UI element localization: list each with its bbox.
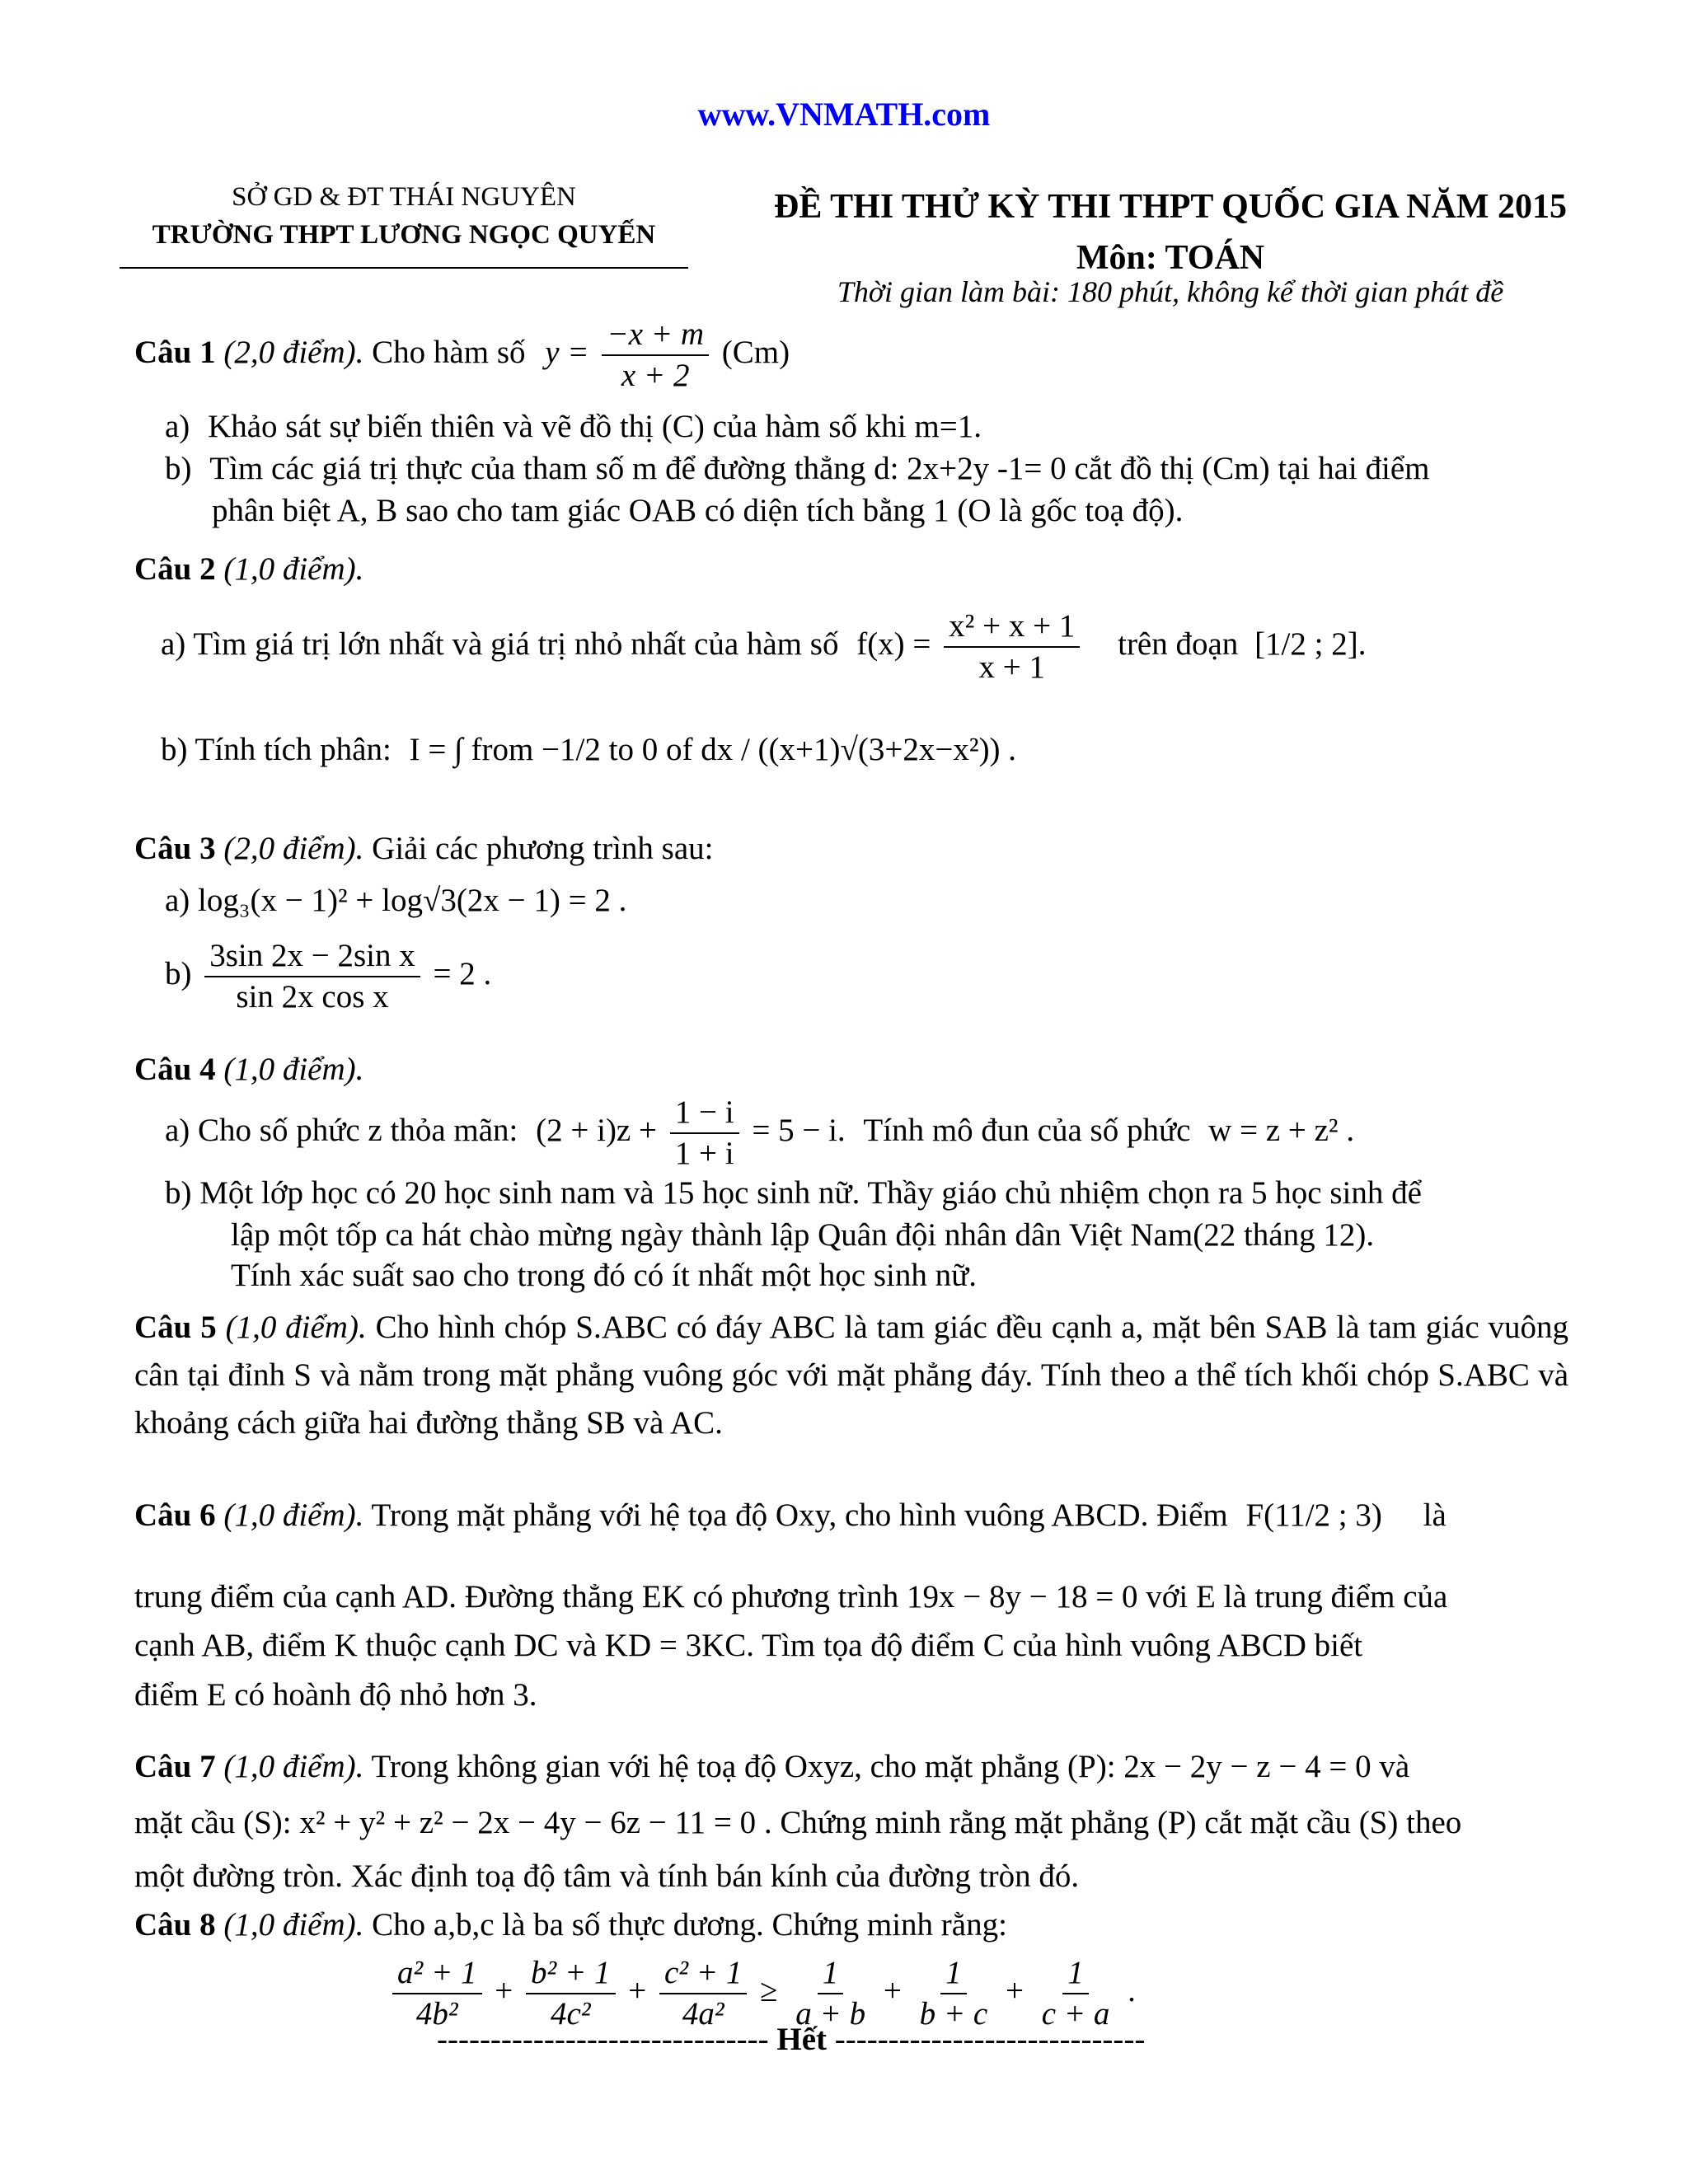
q1-a-label: a) bbox=[165, 409, 190, 444]
q6-text1: Trong mặt phẳng với hệ tọa độ Oxy, cho hình vuông ABCD. Điểm bbox=[371, 1497, 1228, 1533]
q2-heading bbox=[134, 548, 363, 591]
q2-b-text: b) Tính tích phân: bbox=[161, 732, 392, 767]
q6-line1 bbox=[134, 1494, 1447, 1537]
q4-label: Câu 4 bbox=[134, 1052, 216, 1087]
q8-intro: Cho a,b,c là ba số thực dương. Chứng minh rằng: bbox=[372, 1907, 1007, 1943]
q8-f2-num: b² + 1 bbox=[526, 1953, 616, 1994]
q8-plus-1: + bbox=[495, 1972, 513, 2008]
q6-line3: cạnh AB, điểm K thuộc cạnh DC và KD = 3KC. Tìm tọa độ điểm C của hình vuông ABCD biết bbox=[134, 1628, 1363, 1663]
q3-label: Câu 3 bbox=[134, 831, 216, 866]
exam-header bbox=[742, 181, 1599, 284]
dept-name: SỞ GD & ĐT THÁI NGUYÊN bbox=[232, 182, 576, 212]
q8-f3-num: c² + 1 bbox=[659, 1953, 747, 1994]
site-url: www.VNMATH.com bbox=[697, 96, 991, 133]
q5-points: (1,0 điểm). bbox=[225, 1310, 367, 1345]
q5-paragraph bbox=[134, 1304, 1568, 1447]
q3-numerator: 3sin 2x − 2sin x bbox=[204, 936, 420, 977]
q7-text1: Trong không gian với hệ toạ độ Oxyz, cho mặt phẳng (P): 2x − 2y − z − 4 = 0 và bbox=[371, 1749, 1410, 1784]
q6-text1b: là bbox=[1423, 1497, 1447, 1533]
q5-label: Câu 5 bbox=[134, 1310, 217, 1345]
q8-label: Câu 8 bbox=[134, 1907, 216, 1943]
q4-a-eq-right: = 5 − i. bbox=[752, 1112, 846, 1148]
q7-line3: một đường tròn. Xác định toạ độ tâm và tính bán kính của đường tròn đó. bbox=[134, 1858, 1080, 1894]
q8-f1-den: 4b² bbox=[415, 1996, 458, 2032]
q4-heading bbox=[134, 1048, 363, 1091]
q2-on: trên đoạn bbox=[1118, 626, 1239, 662]
q6-line2: trung điểm của cạnh AD. Đường thẳng EK có phương trình 19x − 8y − 18 = 0 với E là trung điểm của bbox=[134, 1579, 1448, 1615]
q3-points: (2,0 điểm). bbox=[223, 831, 364, 866]
q7-label: Câu 7 bbox=[134, 1749, 216, 1784]
q1-denominator: x + 2 bbox=[621, 358, 690, 393]
school-header bbox=[115, 178, 692, 254]
end-dash-left: ------------------------------- bbox=[437, 2022, 769, 2057]
q4-b-line3: Tính xác suất sao cho trong đó có ít nhất một học sinh nữ. bbox=[231, 1258, 977, 1293]
q3-b-label: b) bbox=[165, 955, 192, 991]
end-label: Hết bbox=[776, 2022, 827, 2057]
q1-label: Câu 1 bbox=[134, 334, 216, 370]
q3-part-b bbox=[165, 936, 491, 1017]
q1-fraction bbox=[602, 315, 709, 396]
q3-b-rhs: = 2 . bbox=[433, 955, 492, 991]
q7-points: (1,0 điểm). bbox=[223, 1749, 364, 1784]
q4-b-line2: lập một tốp ca hát chào mừng ngày thành lập Quân đội nhân dân Việt Nam(22 tháng 12). bbox=[231, 1217, 1375, 1253]
q1-b-label: b) bbox=[165, 451, 192, 486]
q3-fraction bbox=[204, 936, 420, 1017]
q1-b-line1: Tìm các giá trị thực của tham số m để đường thẳng d: 2x+2y -1= 0 cắt đồ thị (Cm) tại hai điểm bbox=[209, 451, 1430, 486]
q3-part-a: a) log₃(x − 1)² + log√3(2x − 1) = 2 . bbox=[165, 883, 627, 918]
q4-a-eq-left: (2 + i)z + bbox=[536, 1112, 657, 1148]
q3-intro: Giải các phương trình sau: bbox=[372, 831, 714, 866]
q8-plus-3: + bbox=[883, 1972, 902, 2008]
q7-line2: mặt cầu (S): x² + y² + z² − 2x − 4y − 6z − 11 = 0 . Chứng minh rằng mặt phẳng (P) cắt mặt cầu (S) theo bbox=[134, 1805, 1462, 1840]
q8-g1-den: a + b bbox=[795, 1996, 866, 2032]
q4-numerator: 1 − i bbox=[670, 1093, 739, 1134]
q4-w: w = z + z² . bbox=[1208, 1112, 1355, 1148]
q1-points: (2,0 điểm). bbox=[223, 334, 364, 370]
end-dash-right: ----------------------------- bbox=[834, 2022, 1146, 2057]
q2-label: Câu 2 bbox=[134, 551, 216, 587]
exam-subject: Môn: TOÁN bbox=[1076, 239, 1265, 277]
school-name: TRƯỜNG THPT LƯƠNG NGỌC QUYẾN bbox=[152, 220, 656, 250]
q6-label: Câu 6 bbox=[134, 1497, 216, 1533]
q8-g2-num: 1 bbox=[940, 1953, 967, 1994]
q8-plus-4: + bbox=[1005, 1972, 1024, 2008]
q4-fraction bbox=[670, 1093, 739, 1174]
q1-numerator: −x + m bbox=[602, 315, 709, 356]
q1-y: y = bbox=[545, 334, 589, 370]
q8-geq: ≥ bbox=[760, 1972, 778, 2008]
q3-denominator: sin 2x cos x bbox=[236, 979, 389, 1015]
q8-plus-2: + bbox=[628, 1972, 647, 2008]
q2-points: (1,0 điểm). bbox=[223, 551, 364, 587]
q3-heading bbox=[134, 827, 713, 870]
q8-f3-den: 4a² bbox=[682, 1996, 724, 2032]
q6-line4: điểm E có hoành độ nhỏ hơn 3. bbox=[134, 1677, 537, 1713]
q8-points: (1,0 điểm). bbox=[223, 1907, 364, 1943]
q4-b-line1: b) Một lớp học có 20 học sinh nam và 15 học sinh nữ. Thầy giáo chủ nhiệm chọn ra 5 học sinh để bbox=[165, 1175, 1422, 1211]
q1-intro: Cho hàm số bbox=[372, 334, 526, 370]
q8-f1-num: a² + 1 bbox=[392, 1953, 482, 1994]
exam-title: ĐỀ THI THỬ KỲ THI THPT QUỐC GIA NĂM 2015 bbox=[774, 188, 1567, 226]
q2-denominator: x + 1 bbox=[978, 649, 1046, 685]
header-divider bbox=[120, 267, 688, 269]
q4-a-text1: a) Cho số phức z thỏa mãn: bbox=[165, 1112, 518, 1148]
q2-numerator: x² + x + 1 bbox=[944, 607, 1080, 648]
q2-fx: f(x) = bbox=[856, 626, 931, 662]
time-note: Thời gian làm bài: 180 phút, không kể thời gian phát đề bbox=[837, 275, 1504, 308]
q8-g3-num: 1 bbox=[1062, 1953, 1089, 1994]
q8-dot: . bbox=[1128, 1972, 1136, 2008]
q1-part-b bbox=[165, 448, 1429, 490]
q1-cm: (Cm) bbox=[721, 334, 790, 370]
q2-part-a bbox=[161, 607, 1366, 687]
q2-interval: [1/2 ; 2]. bbox=[1254, 626, 1367, 662]
q1-heading bbox=[134, 315, 790, 396]
q8-g3-den: c + a bbox=[1041, 1996, 1110, 2032]
q4-points: (1,0 điểm). bbox=[223, 1052, 364, 1087]
q1-part-a bbox=[165, 405, 982, 448]
q6-point-f: F(11/2 ; 3) bbox=[1245, 1497, 1382, 1533]
q2-fraction bbox=[944, 607, 1080, 687]
q8-g2-den: b + c bbox=[919, 1996, 988, 2032]
q7-line1 bbox=[134, 1746, 1409, 1788]
q4-a-text2: Tính mô đun của số phức bbox=[863, 1112, 1191, 1148]
q8-heading bbox=[134, 1904, 1007, 1947]
q4-denominator: 1 + i bbox=[674, 1136, 734, 1171]
q4-part-a bbox=[165, 1093, 1354, 1174]
end-marker bbox=[437, 2021, 1145, 2058]
q2-a-text: a) Tìm giá trị lớn nhất và giá trị nhỏ nhất của hàm số bbox=[161, 626, 839, 662]
q1-a-text: Khảo sát sự biến thiên và vẽ đồ thị (C) của hàm số khi m=1. bbox=[208, 409, 982, 444]
q5-text: Cho hình chóp S.ABC có đáy ABC là tam giác đều cạnh a, mặt bên SAB là tam giác vuông cân tại đỉnh S và nằm trong mặt phẳng vuông góc với mặt phẳng đáy. Tính theo a thể tích khối chóp S.ABC và khoảng cách giữa hai đường thẳng SB và AC. bbox=[134, 1310, 1569, 1441]
q6-points: (1,0 điểm). bbox=[223, 1497, 364, 1533]
q8-g1-num: 1 bbox=[818, 1953, 844, 1994]
q1-b-line2: phân biệt A, B sao cho tam giác OAB có diện tích bằng 1 (O là gốc toạ độ). bbox=[212, 493, 1184, 528]
q2-integral: I = ∫ from −1/2 to 0 of dx / ((x+1)√(3+2x−x²)) . bbox=[409, 732, 1017, 767]
q8-f2-den: 4c² bbox=[551, 1996, 591, 2032]
q2-part-b bbox=[161, 729, 1016, 771]
